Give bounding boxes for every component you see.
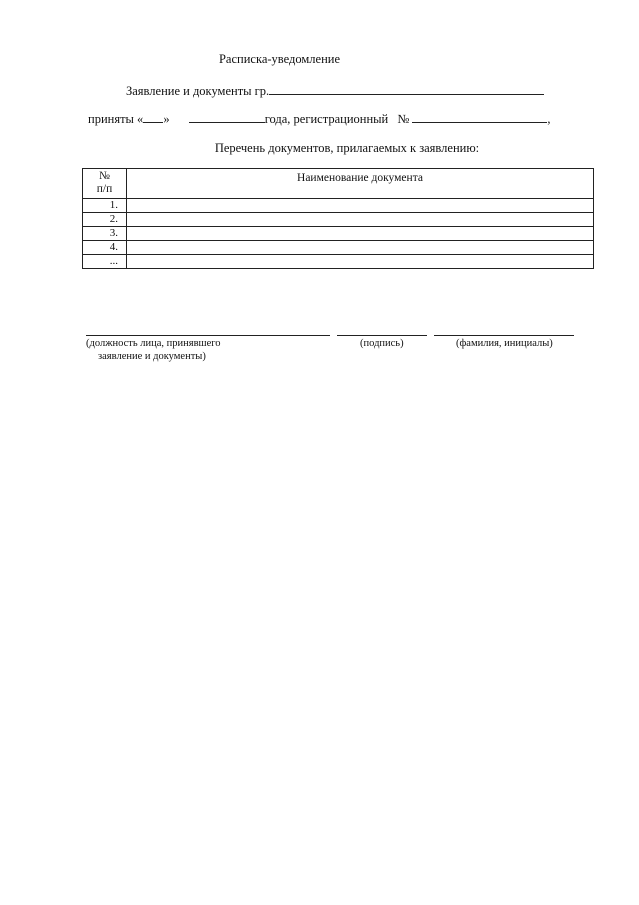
accepted-line [88, 110, 551, 127]
row-number: 1. [83, 199, 127, 213]
day-field[interactable] [143, 110, 163, 123]
documents-table [82, 168, 594, 269]
row-number: 3. [83, 227, 127, 241]
document-name-cell[interactable] [127, 255, 594, 269]
number-sign: № [397, 112, 410, 126]
header-number-line1: № [99, 170, 110, 182]
table-row [83, 199, 594, 213]
documents-list-title-text: Перечень документов, прилагаемых к заявлению: [214, 141, 480, 155]
month-field[interactable] [189, 110, 265, 123]
name-label: (фамилия, инициалы) [456, 338, 553, 349]
table-row [83, 213, 594, 227]
header-number-line2: п/п [96, 183, 113, 195]
applicant-label: Заявление и документы гр. [126, 84, 270, 98]
accepted-label: приняты « [88, 112, 144, 126]
document-title-text: Расписка-уведомление [218, 52, 341, 66]
header-document-name: Наименование документа [127, 169, 594, 199]
document-name-cell[interactable] [127, 213, 594, 227]
documents-list-title [0, 141, 639, 156]
signature-label: (подпись) [360, 338, 404, 349]
applicant-line [126, 82, 544, 99]
applicant-name-field[interactable] [269, 82, 544, 95]
quote-close: » [163, 112, 170, 126]
year-label: года, регистрационный [264, 112, 389, 126]
document-title [0, 52, 559, 67]
table-row [83, 227, 594, 241]
signature-line[interactable] [337, 335, 427, 336]
document-name-cell[interactable] [127, 199, 594, 213]
name-signature-line[interactable] [434, 335, 574, 336]
table-header-row [83, 169, 594, 199]
table-row [83, 255, 594, 269]
position-label-line2: заявление и документы) [98, 351, 206, 362]
header-number [83, 169, 127, 199]
table-row [83, 241, 594, 255]
document-name-cell[interactable] [127, 227, 594, 241]
position-label-line1: (должность лица, принявшего [86, 338, 221, 349]
line-suffix: , [547, 112, 551, 126]
registration-number-field[interactable] [412, 110, 547, 123]
position-signature-line[interactable] [86, 335, 330, 336]
row-number: 2. [83, 213, 127, 227]
row-number: ... [83, 255, 127, 269]
document-name-cell[interactable] [127, 241, 594, 255]
row-number: 4. [83, 241, 127, 255]
